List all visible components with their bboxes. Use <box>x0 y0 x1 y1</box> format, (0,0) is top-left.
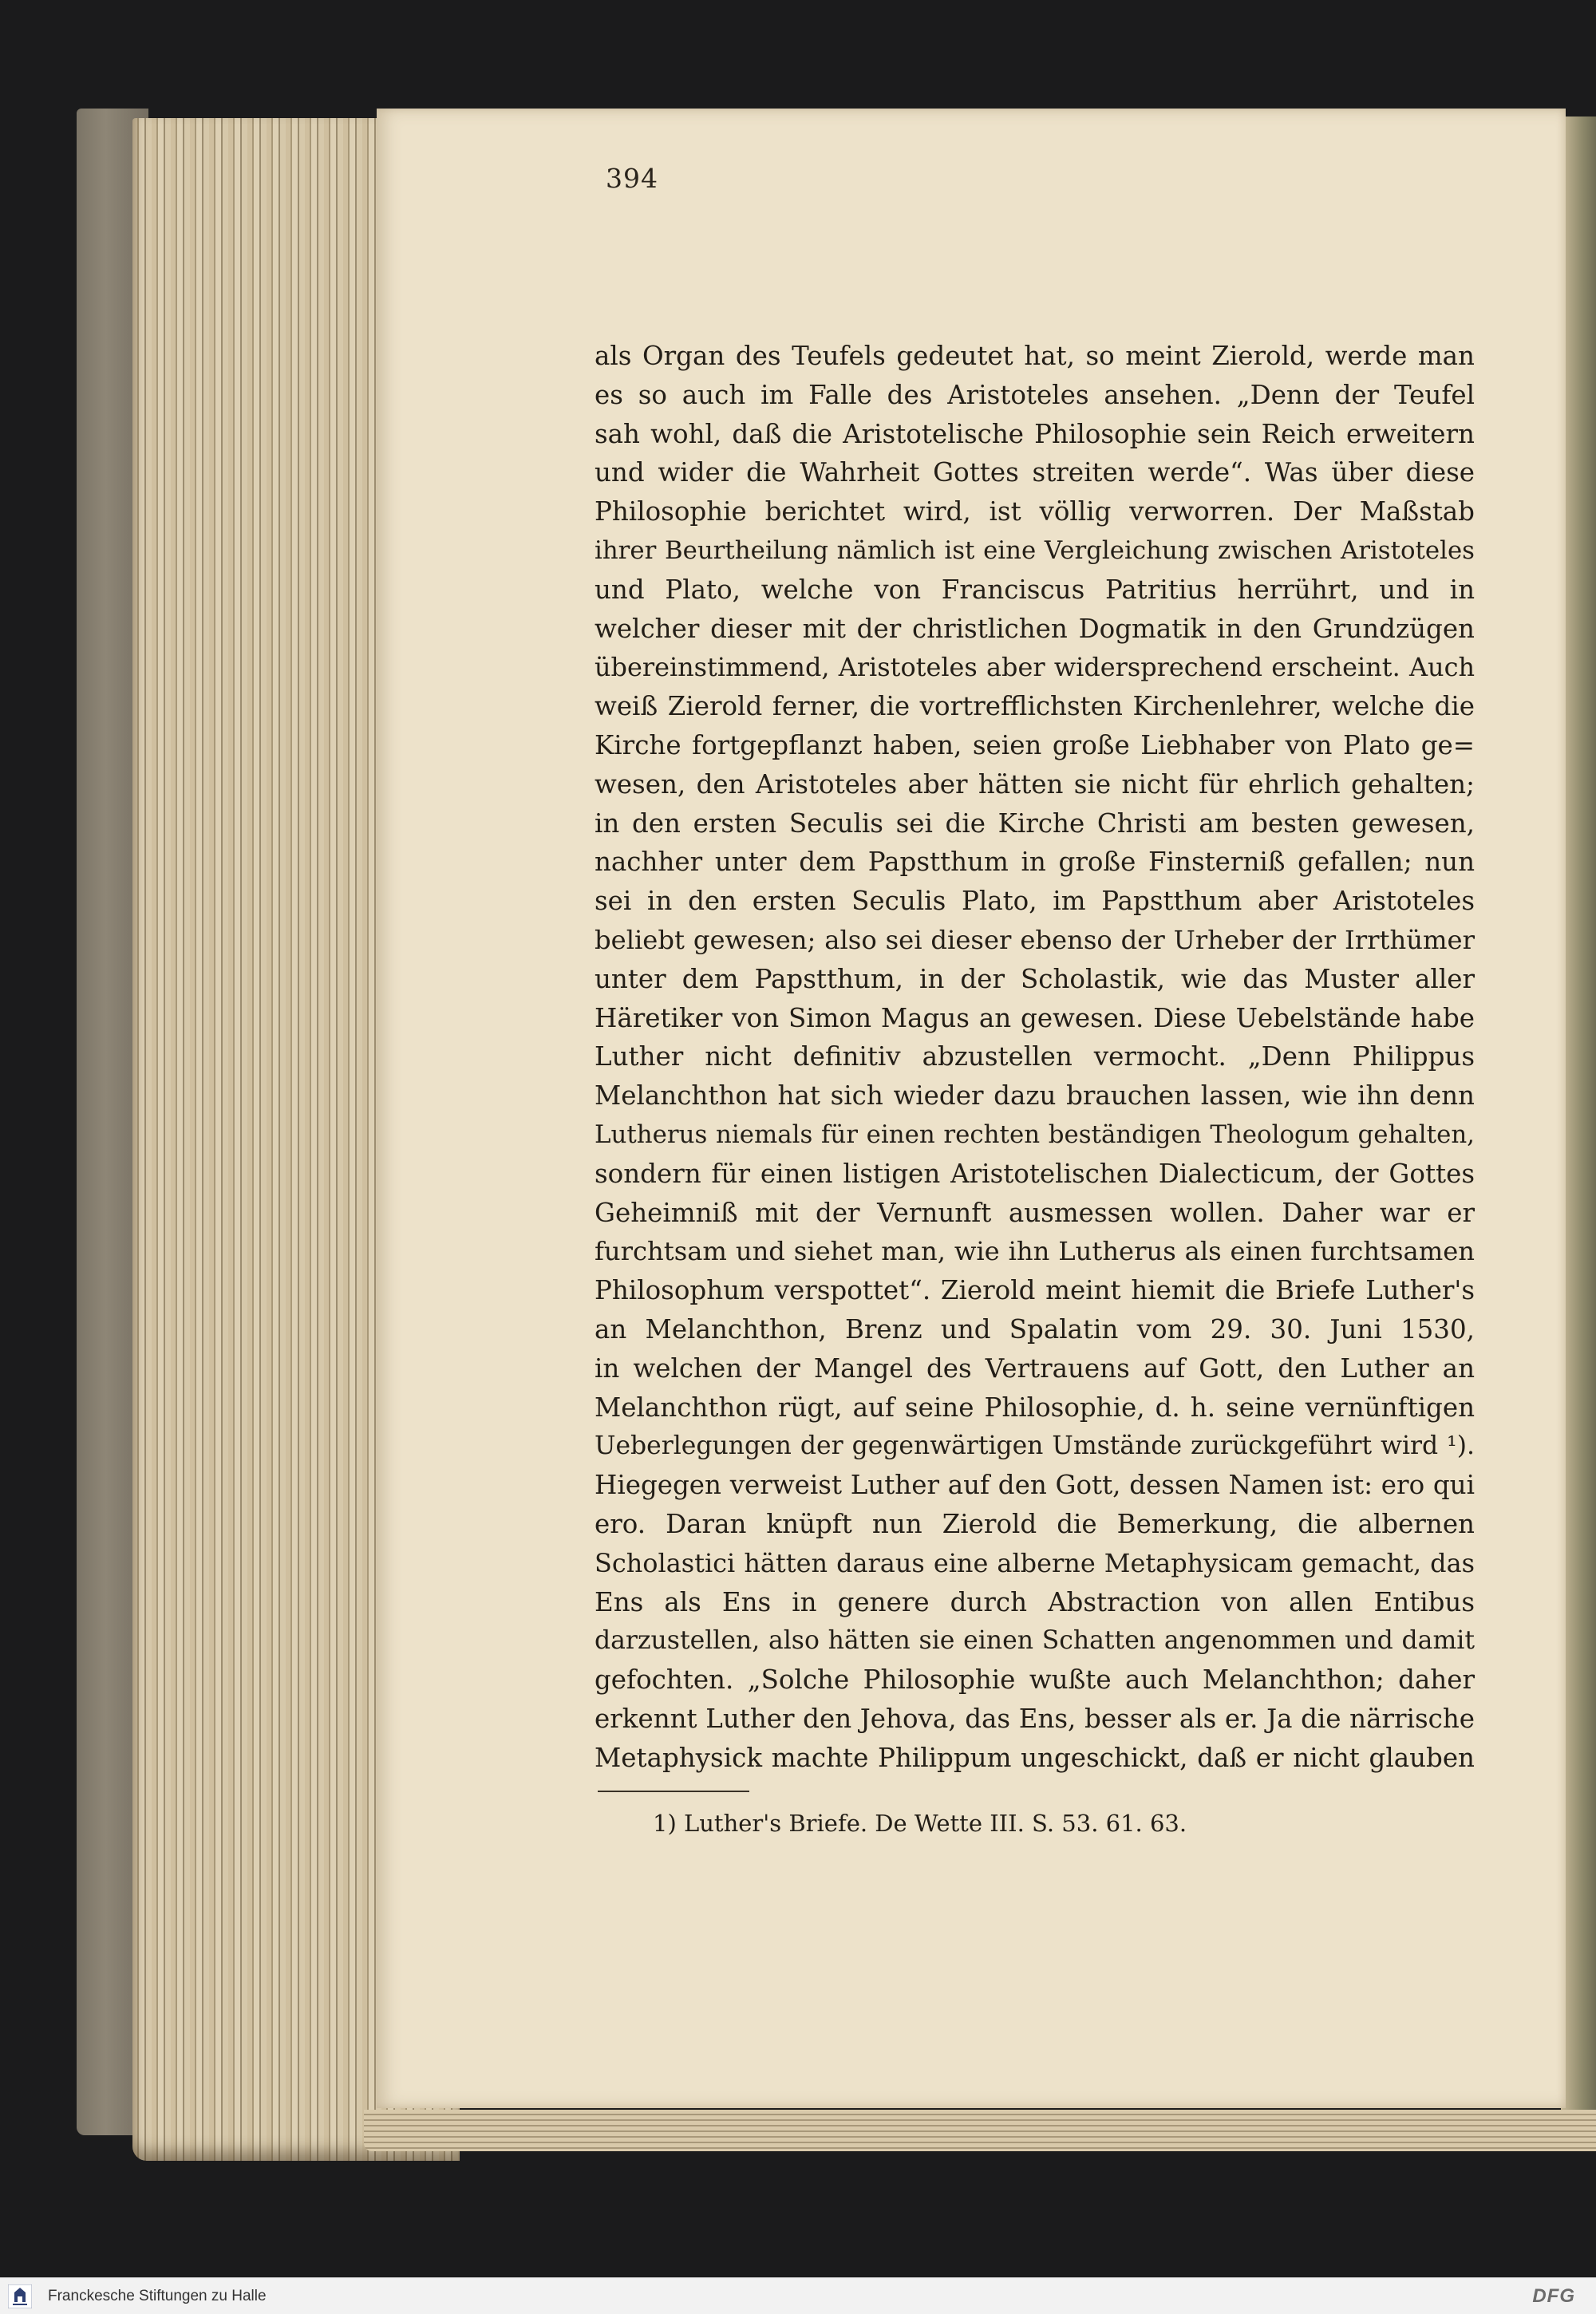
text-line: darzustellen, also hätten sie einen Schatten angenommen und damit <box>595 1626 1475 1656</box>
text-line: Scholastici hätten daraus eine alberne Metaphysicam gemacht, das <box>595 1547 1475 1578</box>
text-line: Lutherus niemals für einen rechten beständigen Theologum gehalten, <box>595 1119 1475 1149</box>
foundation-logo-icon <box>8 2284 32 2308</box>
text-line: ero. Daran knüpft nun Zierold die Bemerkung, die albernen <box>595 1508 1475 1539</box>
text-line: in den ersten Seculis sei die Kirche Christi am besten gewesen, <box>595 808 1475 839</box>
footnote: 1) Luther's Briefe. De Wette III. S. 53. 61. 63. <box>653 1810 1187 1837</box>
text-line: erkennt Luther den Jehova, das Ens, besser als er. Ja die närrische <box>595 1703 1475 1734</box>
footnote-rule <box>598 1791 749 1792</box>
text-line: ihrer Beurtheilung nämlich ist eine Vergleichung zwischen Aristoteles <box>595 535 1475 565</box>
text-line: unter dem Papstthum, in der Scholastik, wie das Muster aller <box>595 963 1475 994</box>
text-line: Philosophum verspottet“. Zierold meint hiemit die Briefe Luther's <box>595 1275 1475 1306</box>
bottom-page-edge <box>364 2110 1596 2151</box>
text-line: und Plato, welche von Franciscus Patritius herrührt, und in <box>595 574 1475 605</box>
text-line: es so auch im Falle des Aristoteles ansehen. „Denn der Teufel <box>595 379 1475 410</box>
text-line: Luther nicht definitiv abzustellen vermocht. „Denn Philippus <box>595 1041 1475 1072</box>
text-line: als Organ des Teufels gedeutet hat, so meint Zierold, werde man <box>595 341 1475 371</box>
text-line: furchtsam und siehet man, wie ihn Lutherus als einen furchtsamen <box>595 1236 1475 1267</box>
text-line: Häretiker von Simon Magus an gewesen. Diese Uebelstände habe <box>595 1002 1475 1033</box>
text-line: Kirche fortgepflanzt haben, seien große Liebhaber von Plato ge= <box>595 729 1475 760</box>
text-line: welcher dieser mit der christlichen Dogmatik in den Grundzügen <box>595 613 1475 644</box>
viewer-info-bar <box>0 2277 1596 2314</box>
institution-label: Franckesche Stiftungen zu Halle <box>48 2288 267 2304</box>
text-line: Ens als Ens in genere durch Abstraction von allen Entibus <box>595 1586 1475 1617</box>
text-line: übereinstimmend, Aristoteles aber widersprechend erscheint. Auch <box>595 652 1475 683</box>
text-line: Metaphysick machte Philippum ungeschickt, daß er nicht glauben <box>595 1742 1475 1773</box>
text-line: sondern für einen listigen Aristotelischen Dialecticum, der Gottes <box>595 1158 1475 1189</box>
text-line: nachher unter dem Papstthum in große Finsterniß gefallen; nun <box>595 847 1475 878</box>
text-line: an Melanchthon, Brenz und Spalatin vom 29. 30. Juni 1530, <box>595 1313 1475 1345</box>
text-line: sah wohl, daß die Aristotelische Philosophie sein Reich erweitern <box>595 418 1475 449</box>
text-line: in welchen der Mangel des Vertrauens auf Gott, den Luther an <box>595 1352 1475 1384</box>
text-line: sei in den ersten Seculis Plato, im Papstthum aber Aristoteles <box>595 886 1475 917</box>
text-line: beliebt gewesen; also sei dieser ebenso der Urheber der Irrthümer <box>595 924 1475 955</box>
dfg-logo: DFG <box>1532 2285 1575 2307</box>
text-line: Melanchthon rügt, auf seine Philosophie, d. h. seine vernünftigen <box>595 1392 1475 1423</box>
text-line: Geheimniß mit der Vernunft ausmessen wollen. Daher war er <box>595 1197 1475 1228</box>
text-line: Hiegegen verweist Luther auf den Gott, dessen Namen ist: ero qui <box>595 1470 1475 1501</box>
page-number: 394 <box>606 163 658 194</box>
text-line: weiß Zierold ferner, die vortrefflichsten Kirchenlehrer, welche die <box>595 691 1475 722</box>
text-line: gefochten. „Solche Philosophie wußte auch Melanchthon; daher <box>595 1664 1475 1696</box>
text-line: Melanchthon hat sich wieder dazu brauchen lassen, wie ihn denn <box>595 1080 1475 1112</box>
text-line: Ueberlegungen der gegenwärtigen Umstände zurückgeführt wird ¹). <box>595 1431 1475 1461</box>
text-line: wesen, den Aristoteles aber hätten sie nicht für ehrlich gehalten; <box>595 768 1475 800</box>
text-line: Philosophie berichtet wird, ist völlig verworren. Der Maßstab <box>595 496 1475 527</box>
body-text <box>595 337 1475 1777</box>
text-line: und wider die Wahrheit Gottes streiten werde“. Was über diese <box>595 457 1475 488</box>
right-page-edge <box>1561 116 1596 2127</box>
